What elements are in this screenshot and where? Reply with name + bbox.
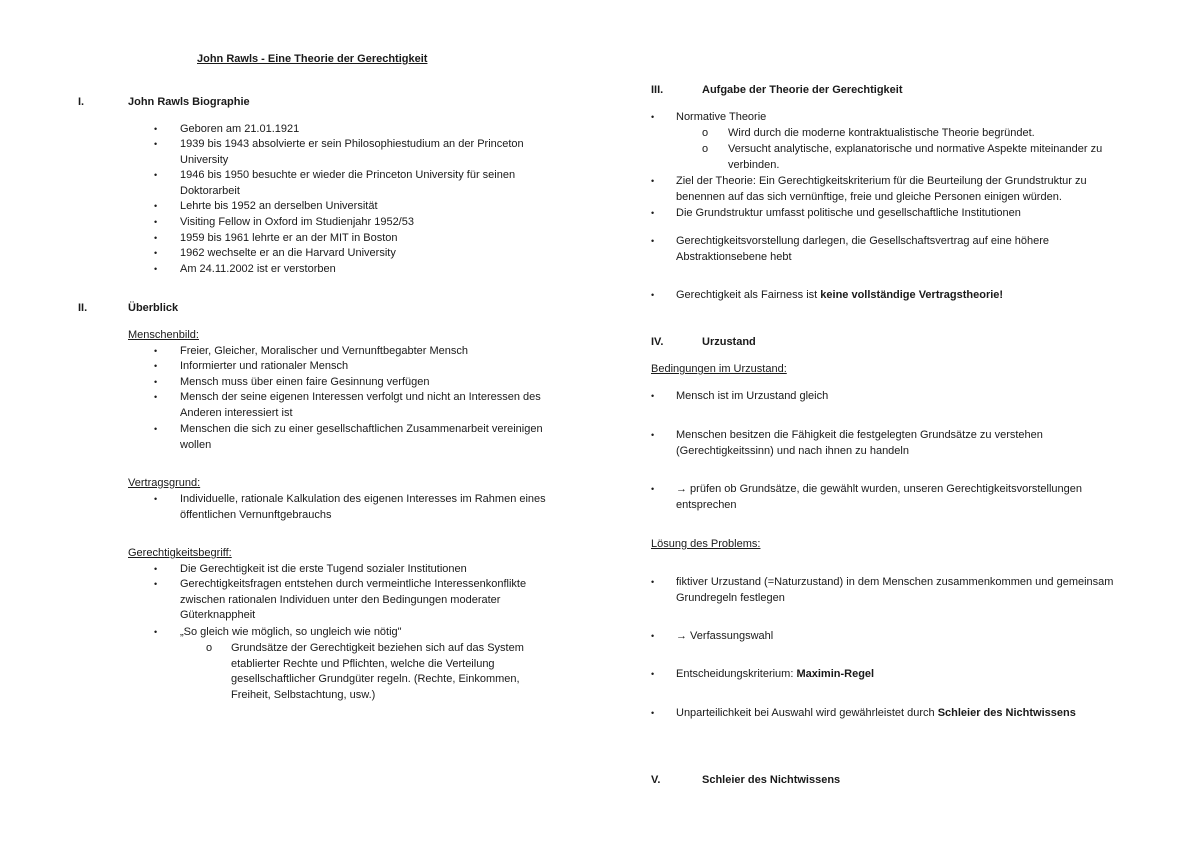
circle-bullet-icon: o bbox=[702, 127, 709, 139]
bullet-icon: • bbox=[154, 564, 158, 574]
list-subitem: Versucht analytische, explanatorische und normative Aspekte miteinander zu verbinden. bbox=[728, 143, 1103, 171]
bullet-icon: • bbox=[154, 217, 158, 227]
fairness-text: Gerechtigkeit als Fairness ist bbox=[676, 289, 821, 301]
bullet-icon: • bbox=[651, 631, 655, 641]
list-item: Gerechtigkeitsvorstellung darlegen, die Gesellschaftsvertrag auf eine höhere Abstraktionsebene hebt bbox=[676, 235, 1049, 263]
list-item bbox=[676, 667, 874, 683]
bullet-icon: • bbox=[651, 708, 655, 718]
circle-bullet-icon: o bbox=[206, 642, 213, 654]
bullet-icon: • bbox=[651, 669, 655, 679]
bullet-icon: • bbox=[651, 236, 655, 246]
list-item: „So gleich wie möglich, so ungleich wie nötig" bbox=[180, 626, 402, 638]
bullet-icon: • bbox=[651, 112, 655, 122]
bullet-icon: • bbox=[154, 494, 158, 504]
bullet-icon: • bbox=[154, 264, 158, 274]
list-item: → Verfassungswahl bbox=[676, 630, 774, 642]
list-item: Gerechtigkeitsfragen entstehen durch vermeintliche Interessenkonflikte zwischen rationalen Individuen unter den Bedingungen moderater Güterknappheit bbox=[180, 578, 527, 621]
section-4-number: IV. bbox=[651, 336, 664, 348]
bullet-icon: • bbox=[154, 424, 158, 434]
list-item: Mensch der seine eigenen Interessen verfolgt und nicht an Interessen des Anderen interessiert ist bbox=[180, 391, 541, 419]
list-item: Die Grundstruktur umfasst politische und gesellschaftliche Institutionen bbox=[676, 207, 1021, 219]
bullet-icon: • bbox=[651, 430, 655, 440]
section-3-heading: Aufgabe der Theorie der Gerechtigkeit bbox=[702, 84, 903, 96]
bullet-icon: • bbox=[154, 248, 158, 258]
list-item: Geboren am 21.01.1921 bbox=[180, 123, 300, 135]
list-item: Am 24.11.2002 ist er verstorben bbox=[180, 263, 336, 275]
list-item: Informierter und rationaler Mensch bbox=[180, 360, 349, 372]
document-title: John Rawls - Eine Theorie der Gerechtigkeit bbox=[197, 53, 428, 65]
bullet-icon: • bbox=[154, 361, 158, 371]
list-item: Ziel der Theorie: Ein Gerechtigkeitskriterium für die Beurteilung der Grundstruktur zu benennen auf das sich vernünftige, freie und gleiche Personen einigen würden. bbox=[676, 175, 1087, 203]
list-item: Menschen besitzen die Fähigkeit die festgelegten Grundsätze zu verstehen (Gerechtigkeitssinn) und nach ihnen zu handeln bbox=[676, 429, 1043, 457]
gerechtigkeitsbegriff-label: Gerechtigkeitsbegriff: bbox=[128, 547, 232, 559]
bullet-icon: • bbox=[154, 233, 158, 243]
list-item: Normative Theorie bbox=[676, 111, 767, 123]
list-item: 1946 bis 1950 besuchte er wieder die Princeton University für seinen Doktorarbeit bbox=[180, 169, 516, 197]
circle-bullet-icon: o bbox=[702, 143, 709, 155]
kriterium-emphasis: Maximin-Regel bbox=[796, 668, 875, 680]
section-2-number: II. bbox=[78, 302, 88, 314]
section-1-number: I. bbox=[78, 96, 85, 108]
list-subitem: Wird durch die moderne kontraktualistische Theorie begründet. bbox=[728, 127, 1035, 139]
bullet-icon: • bbox=[154, 627, 158, 637]
section-1-heading: John Rawls Biographie bbox=[128, 96, 250, 108]
list-item: 1939 bis 1943 absolvierte er sein Philosophiestudium an der Princeton University bbox=[180, 138, 524, 166]
bullet-icon: • bbox=[154, 170, 158, 180]
bullet-icon: • bbox=[651, 484, 655, 494]
list-item: 1962 wechselte er an die Harvard University bbox=[180, 247, 396, 259]
bullet-icon: • bbox=[154, 124, 158, 134]
section-4-heading: Urzustand bbox=[702, 336, 756, 348]
bullet-icon: • bbox=[154, 139, 158, 149]
bullet-icon: • bbox=[154, 201, 158, 211]
section-5-number: V. bbox=[651, 774, 661, 786]
bullet-icon: • bbox=[154, 579, 158, 589]
bullet-icon: • bbox=[651, 208, 655, 218]
list-item: 1959 bis 1961 lehrte er an der MIT in Boston bbox=[180, 232, 398, 244]
menschenbild-label: Menschenbild: bbox=[128, 329, 199, 341]
section-3-number: III. bbox=[651, 84, 664, 96]
list-item: fiktiver Urzustand (=Naturzustand) in dem Menschen zusammenkommen und gemeinsam Grundregeln festlegen bbox=[676, 576, 1114, 604]
list-item bbox=[676, 288, 1003, 304]
bullet-icon: • bbox=[651, 391, 655, 401]
kriterium-text: Entscheidungskriterium: bbox=[676, 668, 797, 680]
list-item: → prüfen ob Grundsätze, die gewählt wurden, unseren Gerechtigkeitsvorstellungen entsprechen bbox=[676, 483, 1083, 511]
unparteilichkeit-emphasis: Schleier des Nichtwissens bbox=[937, 707, 1076, 719]
bullet-icon: • bbox=[154, 346, 158, 356]
list-item: Menschen die sich zu einer gesellschaftlichen Zusammenarbeit vereinigen wollen bbox=[180, 423, 543, 451]
vertragsgrund-label: Vertragsgrund: bbox=[128, 477, 201, 489]
bullet-icon: • bbox=[154, 377, 158, 387]
list-item: Mensch muss über einen faire Gesinnung verfügen bbox=[180, 376, 430, 388]
bullet-icon: • bbox=[154, 392, 158, 402]
unparteilichkeit-text: Unparteilichkeit bei Auswahl wird gewährleistet durch bbox=[676, 707, 938, 719]
loesung-label: Lösung des Problems: bbox=[651, 538, 761, 550]
list-item: Individuelle, rationale Kalkulation des eigenen Interesses im Rahmen eines öffentlichen Vernunftgebrauchs bbox=[180, 493, 546, 521]
bedingungen-label: Bedingungen im Urzustand: bbox=[651, 363, 787, 375]
bullet-icon: • bbox=[651, 577, 655, 587]
list-item: Die Gerechtigkeit ist die erste Tugend sozialer Institutionen bbox=[180, 563, 467, 575]
list-item: Visiting Fellow in Oxford im Studienjahr 1952/53 bbox=[180, 216, 414, 228]
bullet-icon: • bbox=[651, 176, 655, 186]
section-2-heading: Überblick bbox=[128, 302, 179, 314]
list-item: Freier, Gleicher, Moralischer und Vernunftbegabter Mensch bbox=[180, 345, 468, 357]
list-subitem: Grundsätze der Gerechtigkeit beziehen sich auf das System etablierter Rechte und Pflichten, welche die Verteilung gesellschaftlicher Grundgüter regeln. (Rechte, Einkommen, Freiheit, Selbstachtung, usw.) bbox=[231, 642, 524, 701]
list-item: Mensch ist im Urzustand gleich bbox=[676, 390, 829, 402]
list-item bbox=[676, 706, 1076, 722]
list-item: Lehrte bis 1952 an derselben Universität bbox=[180, 200, 378, 212]
section-5-heading: Schleier des Nichtwissens bbox=[702, 774, 841, 786]
fairness-emphasis: keine vollständige Vertragstheorie! bbox=[820, 289, 1004, 301]
bullet-icon: • bbox=[651, 290, 655, 300]
